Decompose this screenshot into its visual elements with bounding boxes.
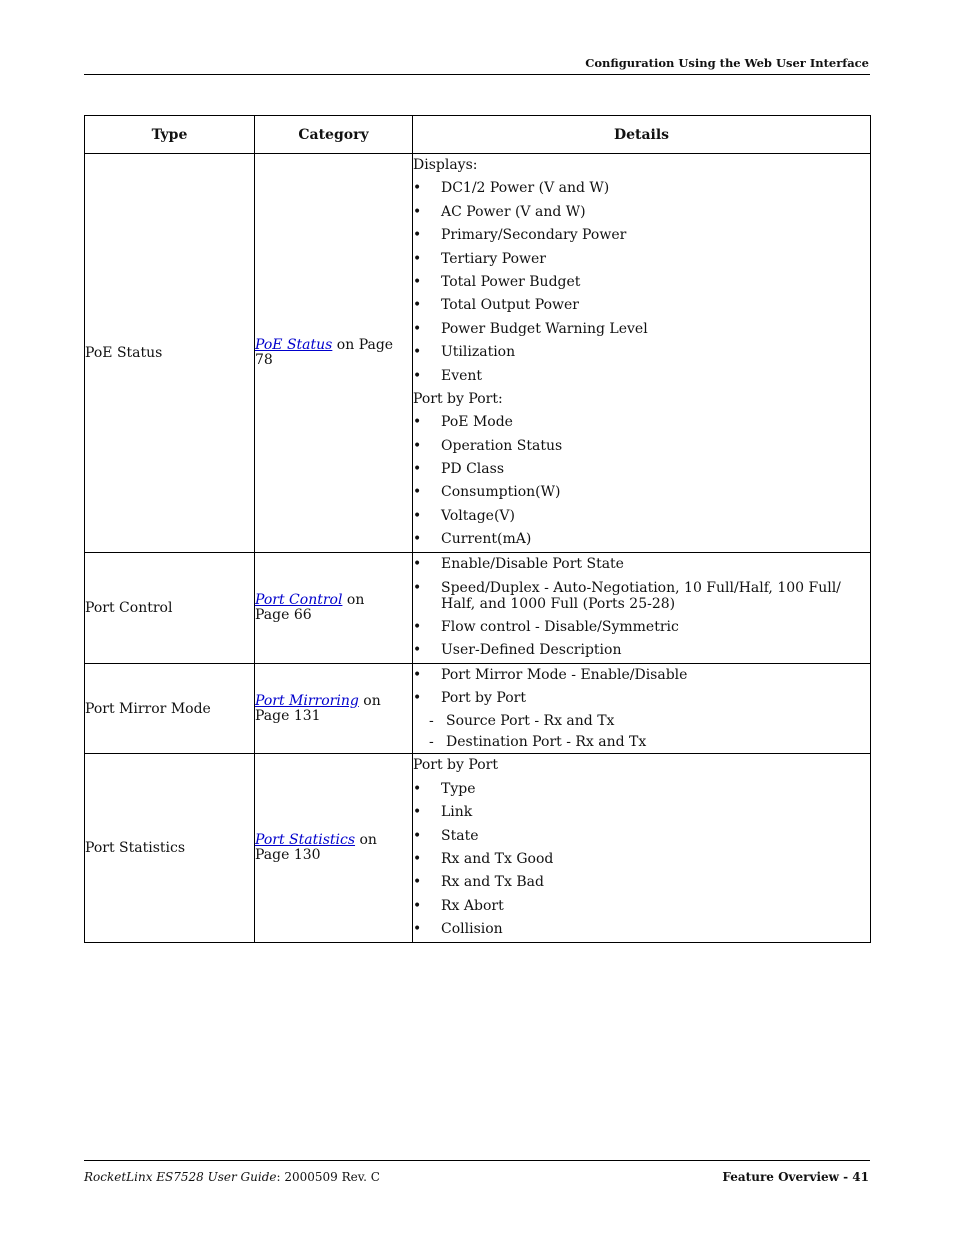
details-bullet-text: Event [441,367,483,384]
bullet-icon: • [413,203,422,220]
details-sub-item [413,732,870,753]
details-cell [413,754,871,942]
category-cell [255,552,413,663]
details-bullet-item [413,224,870,247]
details-bullet-item [413,505,870,528]
category-link[interactable]: Port Mirroring [255,692,359,709]
category-page-ref: on [358,692,381,709]
details-bullet-text: Power Budget Warning Level [441,320,648,337]
details-bullet-text: Utilization [441,344,516,361]
bullet-icon: • [413,804,422,821]
details-bullet-text: Link [441,804,473,821]
details-bullet-item [413,664,870,687]
details-bullet-item [413,825,870,848]
bullet-icon: • [413,320,422,337]
details-bullet-item [413,553,870,576]
category-page-ref: on [355,831,377,848]
details-bullet-item [413,294,870,317]
category-page-ref: on Page [332,336,394,353]
bullet-icon: • [413,414,422,431]
dash-icon: - [429,733,434,750]
details-bullet-item [413,848,870,871]
details-bullet-text: Total Output Power [441,297,579,314]
details-heading: Displays: [413,157,478,173]
bullet-icon: • [413,921,422,938]
details-bullet-text: Voltage(V) [441,507,515,524]
bullet-icon: • [413,874,422,891]
details-bullet-item [413,481,870,504]
details-bullet-text: Primary/Secondary Power [441,227,627,244]
details-cell [413,154,871,553]
details-sub-item [413,711,870,732]
details-bullet-item [413,435,870,458]
bullet-icon: • [413,531,422,548]
bullet-icon: • [413,780,422,797]
details-cell [413,663,871,754]
bullet-icon: • [413,250,422,267]
details-bullet-text: Flow control - Disable/Symmetric [441,619,679,636]
bullet-icon: • [413,642,422,659]
footer-product-name: RocketLinx ES7528 User Guide [84,1170,277,1184]
details-bullet-item [413,871,870,894]
details-bullet-item [413,271,870,294]
table-row [85,552,871,663]
footer-doc-reference [84,1170,380,1184]
category-link[interactable]: Port Statistics [255,831,356,848]
details-bullet-text: Consumption(W) [441,484,561,501]
details-bullet-text: Enable/Disable Port State [441,555,624,572]
header-divider [84,74,870,75]
category-cell [255,754,413,942]
bullet-icon: • [413,367,422,384]
details-heading: Port by Port [413,757,498,774]
details-bullet-text: Collision [441,921,503,938]
details-bullet-item [413,918,870,941]
details-cell [413,552,871,663]
category-page-number: Page 131 [255,707,321,724]
table-row [85,754,871,942]
details-bullet-item [413,576,870,616]
category-cell [255,663,413,754]
column-header-type: Type [85,116,255,154]
details-bullet-item [413,201,870,224]
details-bullet-text: AC Power (V and W) [441,203,586,220]
details-bullet-text: PoE Mode [441,414,513,431]
category-page-ref: on [342,591,365,608]
footer-doc-number: : 2000509 Rev. C [276,1170,380,1184]
details-bullet-text: Speed/Duplex - Auto-Negotiation, 10 Full/Half, 100 Full/ Half, and 1000 Full (Ports 25-28) [441,580,841,613]
bullet-icon: • [413,297,422,314]
details-bullet-text: Port Mirror Mode - Enable/Disable [441,666,688,683]
details-bullet-item [413,801,870,824]
details-bullet-item [413,639,870,662]
type-cell: PoE Status [85,154,255,553]
details-bullet-item [413,616,870,639]
details-bullet-item [413,895,870,918]
details-bullet-item [413,341,870,364]
bullet-icon: • [413,437,422,454]
bullet-icon: • [413,180,422,197]
details-bullet-item [413,318,870,341]
table-row [85,154,871,553]
bullet-icon: • [413,507,422,524]
type-cell: Port Statistics [85,754,255,942]
bullet-icon: • [413,461,422,478]
details-bullet-text: Rx and Tx Bad [441,874,544,891]
column-header-category: Category [255,116,413,154]
bullet-icon: • [413,619,422,636]
category-page-number: 78 [255,351,273,368]
details-bullet-text: Tertiary Power [441,250,546,267]
details-bullet-text: Rx Abort [441,897,504,914]
details-bullet-item [413,365,870,388]
feature-table [84,115,871,943]
bullet-icon: • [413,344,422,361]
table-header-row [85,116,871,154]
dash-icon: - [429,712,434,729]
bullet-icon: • [413,273,422,290]
column-header-details: Details [413,116,871,154]
details-bullet-text: User-Defined Description [441,642,622,659]
details-bullet-text: Operation Status [441,437,563,454]
bullet-icon: • [413,227,422,244]
footer-divider [84,1160,870,1161]
table-row [85,663,871,754]
details-sub-item-text: Source Port - Rx and Tx [446,712,615,729]
details-bullet-item [413,778,870,801]
details-bullet-item [413,411,870,434]
details-bullet-text: PD Class [441,461,504,478]
details-bullet-text: Type [441,780,476,797]
bullet-icon: • [413,897,422,914]
type-cell: Port Mirror Mode [85,663,255,754]
footer-page-number: Feature Overview - 41 [722,1170,869,1184]
bullet-icon: • [413,850,422,867]
bullet-icon: • [413,827,422,844]
details-bullet-item [413,177,870,200]
category-link[interactable]: Port Control [255,591,343,608]
category-page-number: Page 66 [255,606,312,623]
bullet-icon: • [413,484,422,501]
bullet-icon: • [413,555,422,572]
details-bullet-text: State [441,827,479,844]
details-bullet-item [413,528,870,551]
category-page-number: Page 130 [255,846,321,863]
type-cell: Port Control [85,552,255,663]
details-bullet-text: Total Power Budget [441,273,581,290]
category-link[interactable]: PoE Status [255,336,333,353]
details-heading: Port by Port: [413,390,503,407]
bullet-icon: • [413,690,422,707]
details-sub-item-text: Destination Port - Rx and Tx [446,733,647,750]
details-bullet-text: Port by Port [441,690,526,707]
details-bullet-text: Current(mA) [441,531,532,548]
details-bullet-text: DC1/2 Power (V and W) [441,180,610,197]
details-bullet-text: Rx and Tx Good [441,850,554,867]
bullet-icon: • [413,666,422,683]
bullet-icon: • [413,580,422,597]
details-bullet-item [413,687,870,710]
category-cell [255,154,413,553]
page-header-title: Configuration Using the Web User Interface [585,56,869,70]
details-bullet-item [413,458,870,481]
details-bullet-item [413,248,870,271]
